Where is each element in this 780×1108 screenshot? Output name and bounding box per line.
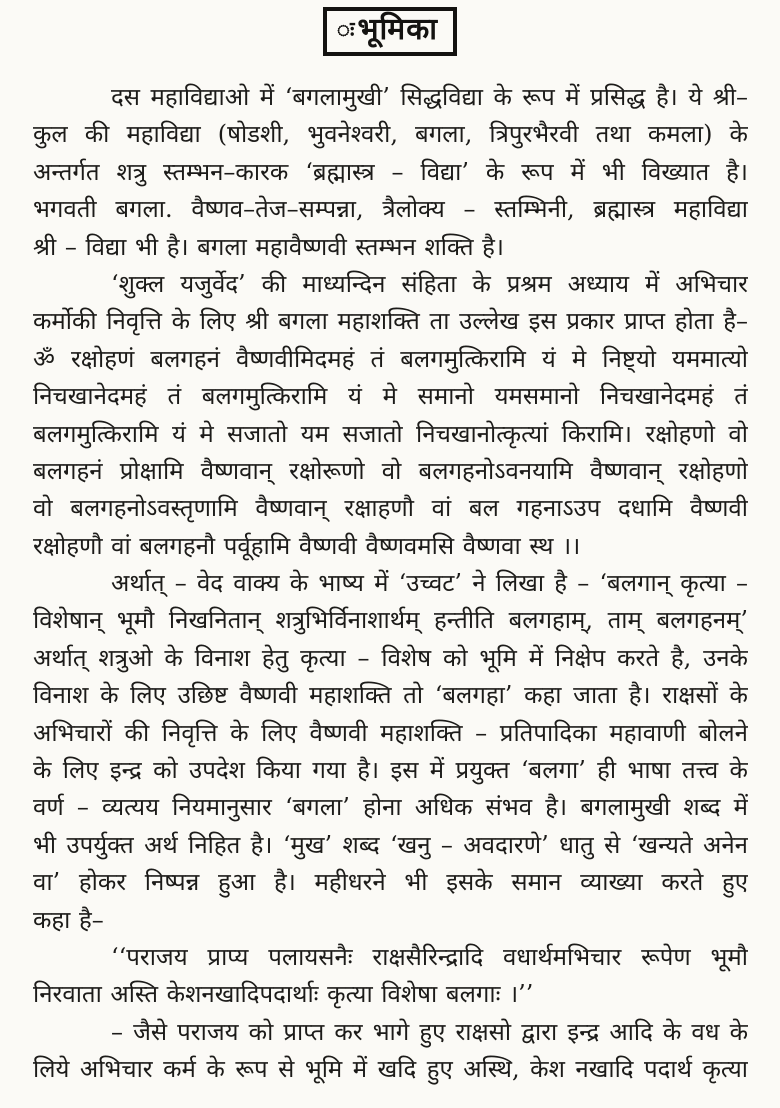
paragraph <box>33 1014 748 1089</box>
text-line: बलगमुत्किरामि यं मे सजातो यम सजातो निचखानोत्कृत्यां किरामि। रक्षोहणो वो <box>33 419 748 448</box>
text-line: ‘शुक्ल यजुर्वेद’ की माध्यन्दिन संहिता के प्रश्रम अध्याय में अभिचार <box>111 269 748 298</box>
text-line: अन्तर्गत शत्रु स्तम्भन–कारक ‘ब्रह्मास्त्र – विद्या’ के रूप में भी विख्यात है। <box>33 157 748 186</box>
text-line: रक्षोहणौ वां बलगहनौ पर्वूहामि वैष्णवी वैष्णवमसि वैष्णवा स्थ ।। <box>33 531 581 560</box>
text-line: निचखानेदमहं तं बलगमुत्किरामि यं मे समानो यमसमानो निचखानेदमहं तं <box>33 382 748 411</box>
text-line: कर्मोकी निवृत्ति के लिए श्री बगला महाशक्ति ता उल्लेख इस प्रकार प्राप्त होता है– <box>33 307 748 336</box>
title-row <box>0 0 780 56</box>
title-text: भूमिका <box>357 12 439 47</box>
text-line: भी उपर्युक्त अर्थ निहित है। ‘मुख’ शब्द ‘खनु – अवदारणे’ धातु से ‘खन्यते अनेन <box>33 830 748 859</box>
text-line: ‘‘पराजय प्राप्य पलायसनैः राक्षसैरिन्द्रादि वधार्थमभिचार रूपेण भूमौ <box>111 942 748 971</box>
text-line: – जैसे पराजय को प्राप्त कर भागे हुए राक्षसो द्वारा इन्द्र आदि के वध के <box>111 1017 748 1046</box>
text-line: विनाश के लिए उछिष्ट वैष्णवी महाशक्ति तो ‘बलगहा’ कहा जाता है। राक्षसों के <box>33 681 748 710</box>
text-line: अर्थात् – वेद वाक्य के भाष्य में ‘उच्वट’ ने लिखा है – ‘बलगान् कृत्या – <box>111 569 748 598</box>
title-ornament: ः <box>336 17 356 43</box>
text-line: के लिए इन्द्र को उपदेश किया गया है। इस में प्रयुक्त ‘बलगा’ ही भाषा तत्त्व के <box>33 756 748 785</box>
paragraph <box>33 79 748 266</box>
text-line: लिये अभिचार कर्म के रूप से भूमि में खदि हुए अस्थि, केश नखादि पदार्थ कृत्या <box>33 1055 748 1084</box>
text-line: निरवाता अस्ति केशनखादिपदार्थाः कृत्या विशेषा बलगाः ।’’ <box>33 980 534 1009</box>
text-line: वो बलगहनोऽवस्तृणामि वैष्णवान् रक्षाहणौ वां बल गहनाऽउप दधामि वैष्णवी <box>33 494 748 523</box>
text-line: अभिचारों की निवृत्ति के लिए वैष्णवी महाशक्ति – प्रतिपादिका महावाणी बोलने <box>33 718 748 747</box>
text-line: बलगहनं प्रोक्षामि वैष्णवान् रक्षोरूणो वो बलगहनोऽवनयामि वैष्णवान् रक्षोहणो <box>33 456 748 485</box>
text-line: वर्ण – व्यत्यय नियमानुसार ‘बगला’ होना अधिक संभव है। बगलामुखी शब्द में <box>33 793 748 822</box>
paragraph <box>33 266 748 565</box>
page-title <box>323 7 457 56</box>
text-line: विशेषान् भूमौ निखनितान् शत्रुभिर्विनाशार्थम् हन्तीति बलगहाम्, ताम् बलगहनम्’ <box>33 606 748 635</box>
paragraph <box>33 565 748 939</box>
text-line: दस महाविद्याओ में ‘बगलामुखी’ सिद्धविद्या के रूप में प्रसिद्ध है। ये श्री– <box>111 83 748 111</box>
text-line: अर्थात् शत्रुओ के विनाश हेतु कृत्या – विशेष को भूमि में निक्षेप करते है, उनके <box>33 643 748 672</box>
text-line: श्री – विद्या भी है। बगला महावैष्णवी स्तम्भन शक्ति है। <box>33 232 505 261</box>
page-body <box>0 79 780 1089</box>
text-line: वा’ होकर निष्पन्न हुआ है। महीधरने भी इसके समान व्याख्या करते हुए <box>33 868 748 897</box>
text-line: ॐ रक्षोहणं बलगहनं वैष्णवीमिदमहं तं बलगमुत्किरामि यं मे निष्ट्यो यममात्यो <box>33 344 748 373</box>
text-line: कुल की महाविद्या (षोडशी, भुवनेश्वरी, बगला, त्रिपुरभैरवी तथा कमला) के <box>33 120 748 149</box>
paragraph <box>33 939 748 1014</box>
text-line: भगवती बगला. वैष्णव–तेज–सम्पन्ना, त्रैलोक्य – स्तम्भिनी, ब्रह्मास्त्र महाविद्या <box>33 195 748 224</box>
text-line: कहा है– <box>33 905 104 934</box>
